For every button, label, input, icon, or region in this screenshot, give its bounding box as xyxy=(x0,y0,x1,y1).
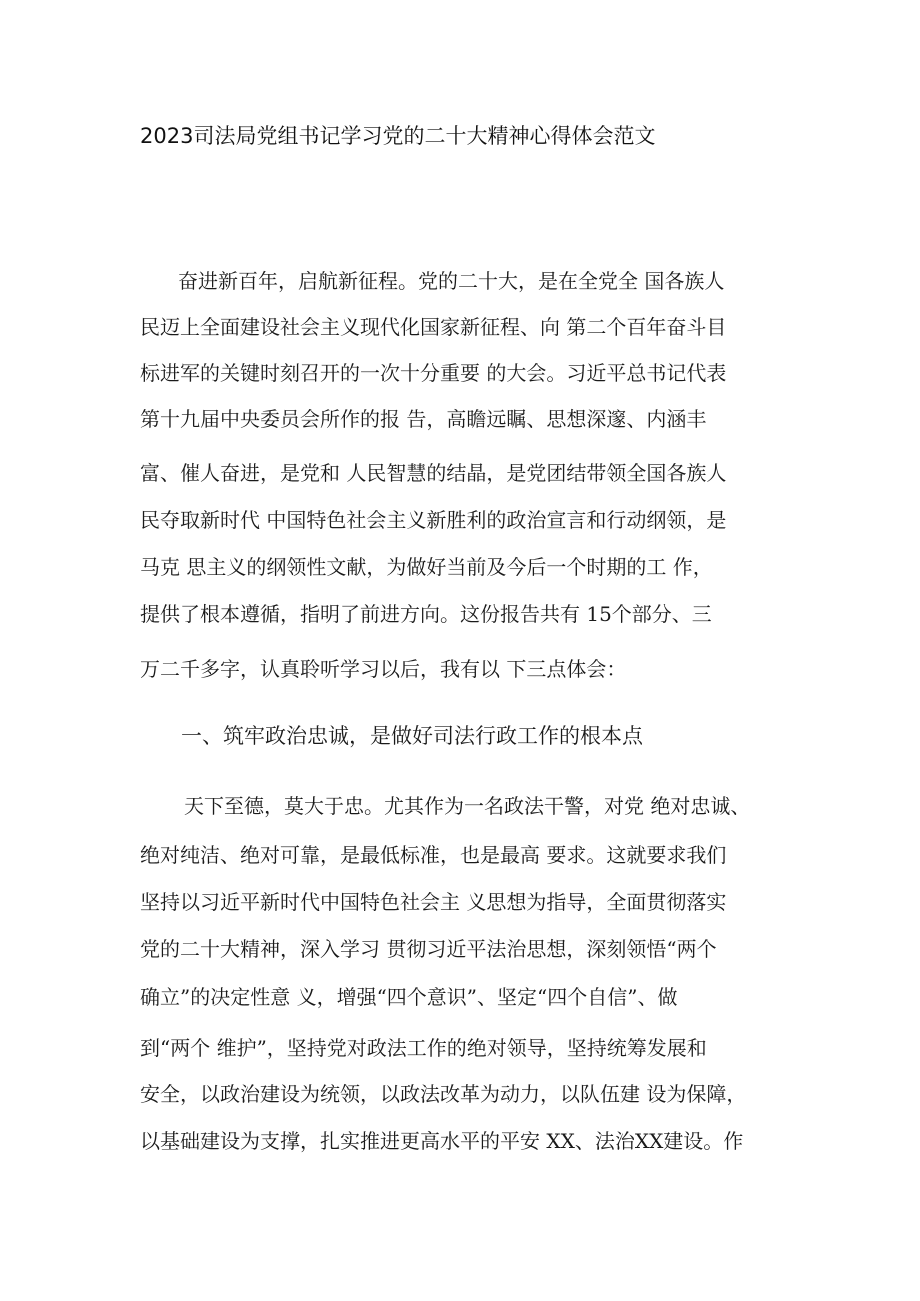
paragraph-2-line: 党的二十大精神，深入学习 贯彻习近平法治思想，深刻领悟“两个 xyxy=(140,937,717,961)
document-title: 2023司法局党组书记学习党的二十大精神心得体会范文 xyxy=(140,124,656,148)
paragraph-1-line: 第十九届中央委员会所作的报 告，高瞻远瞩、思想深邃、内涵丰 xyxy=(140,407,707,431)
paragraph-1-line: 马克 思主义的纲领性文献，为做好当前及今后一个时期的工 作， xyxy=(140,555,713,579)
paragraph-1-line: 民迈上全面建设社会主义现代化国家新征程、向 第二个百年奋斗目 xyxy=(140,315,727,339)
paragraph-1-line: 标进军的关键时刻召开的一次十分重要 的大会。习近平总书记代表 xyxy=(140,361,727,385)
paragraph-1-line: 民夺取新时代 中国特色社会主义新胜利的政治宣言和行动纲领，是 xyxy=(140,508,727,532)
section-heading-1: 一、筑牢政治忠诚，是做好司法行政工作的根本点 xyxy=(181,724,643,748)
paragraph-2-line: 天下至德，莫大于忠。尤其作为一名政法干警，对党 绝对忠诚、 xyxy=(184,794,751,818)
paragraph-2-line: 确立”的决定性意 义，增强“四个意识”、坚定“四个自信”、做 xyxy=(140,985,678,1009)
paragraph-1-line: 富、催人奋进，是党和 人民智慧的结晶，是党团结带领全国各族人 xyxy=(140,461,727,485)
paragraph-1-line: 奋进新百年，启航新征程。党的二十大，是在全党全 国各族人 xyxy=(178,269,725,293)
paragraph-1-line: 万二千多字，认真聆听学习以后，我有以 下三点体会： xyxy=(140,657,627,681)
paragraph-2-line: 坚持以习近平新时代中国特色社会主 义思想为指导，全面贯彻落实 xyxy=(140,890,727,914)
paragraph-2-line: 以基础建设为支撑，扎实推进更高水平的平安 XX、法治XX建设。作 xyxy=(140,1129,744,1153)
paragraph-2-line: 绝对纯洁、绝对可靠，是最低标准，也是最高 要求。这就要求我们 xyxy=(140,843,727,867)
paragraph-2-line: 安全，以政治建设为统领，以政法改革为动力，以队伍建 设为保障， xyxy=(140,1082,747,1106)
paragraph-1-line: 提供了根本遵循，指明了前进方向。这份报告共有 15个部分、三 xyxy=(140,602,712,626)
paragraph-2-line: 到“两个 维护”，坚持党对政法工作的绝对领导，坚持统筹发展和 xyxy=(140,1036,707,1060)
